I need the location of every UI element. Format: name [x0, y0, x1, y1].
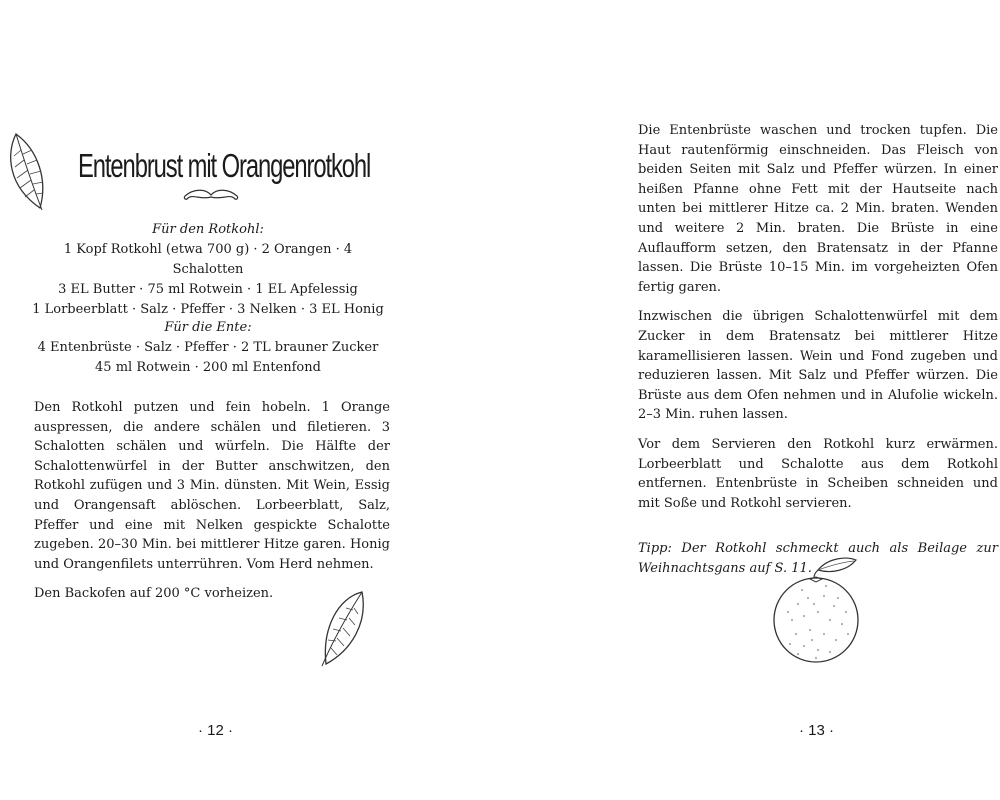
instruction-paragraph: Inzwischen die übrigen Schalottenwürfel mit dem Zucker in dem Bratensatz bei mittlerer Hitze karamellisieren lassen. Wein und Fond zugeben und reduzieren lassen. Mit Salz und Pfeffer würzen. Die Brüste aus dem Ofen nehmen und in Alufolie wickeln. 2–3 Min. ruhen lassen. — [638, 309, 998, 423]
leaf-icon — [318, 588, 370, 668]
ingredient-line: 3 EL Butter · 75 ml Rotwein · 1 EL Apfelessig — [58, 282, 358, 297]
ingredient-line: 1 Lorbeerblatt · Salz · Pfeffer · 3 Nelken · 3 EL Honig — [32, 302, 384, 317]
ingredients-heading: Für die Ente: — [164, 320, 252, 335]
ingredient-line: 45 ml Rotwein · 200 ml Entenfond — [95, 360, 321, 375]
ingredient-line: 4 Entenbrüste · Salz · Pfeffer · 2 TL brauner Zucker — [37, 340, 379, 355]
right-page — [500, 0, 1000, 800]
instruction-paragraph: Vor dem Servieren den Rotkohl kurz erwärmen. Lorbeerblatt und Schalotte aus dem Rotkohl entfernen. Entenbrüste in Scheiben schneiden und mit Soße und Rotkohl servieren. — [638, 436, 998, 511]
orange-icon — [768, 554, 868, 666]
ingredients-ente — [28, 318, 388, 378]
ingredient-line: 1 Kopf Rotkohl (etwa 700 g) · 2 Orangen · 4 Schalotten — [63, 242, 353, 277]
instructions-right — [638, 121, 998, 588]
page-number: · 13 · — [799, 722, 835, 739]
instruction-paragraph: Den Rotkohl putzen und fein hobeln. 1 Orange auspressen, die andere schälen und filetieren. 3 Schalotten schälen und würfeln. Die Hälfte der Schalottenwürfel in der Butter anschwitzen, den Rotkohl zufügen und 3 Min. dünsten. Mit Wein, Essig und Orangensaft ablöschen. Lorbeerblatt, Salz, Pfeffer und eine mit Nelken gespickte Schalotte zugeben. 20–30 Min. bei mittlerer Hitze garen. Honig und Orangenfilets unterrühren. Vom Herd nehmen. — [34, 400, 390, 572]
instructions-left — [34, 398, 390, 614]
instruction-paragraph: Den Backofen auf 200 °C vorheizen. — [34, 586, 274, 602]
instruction-paragraph: Die Entenbrüste waschen und trocken tupfen. Die Haut rautenförmig einschneiden. Das Fleisch von beiden Seiten mit Salz und Pfeffer würzen. In einer heißen Pfanne ohne Fett mit der Hautseite nach unten bei mittlerer Hitze ca. 2 Min. braten. Wenden und weitere 2 Min. braten. Die Brüste in eine Auflaufform setzen, den Bratensatz in der Pfanne lassen. Die Brüste 10–15 Min. im vorgeheizten Ofen fertig garen. — [638, 123, 998, 295]
leaf-icon — [4, 130, 50, 212]
tip-text: Tipp: Der Rotkohl schmeckt auch als Beilage zur Weihnachtsgans auf S. 11. — [638, 541, 998, 576]
ingredients-heading: Für den Rotkohl: — [152, 222, 264, 237]
recipe-title: Entenbrust mit Orangenrotkohl — [78, 147, 371, 185]
page-number: · 12 · — [198, 722, 234, 739]
mustache-ornament-icon — [181, 186, 241, 208]
ingredients-rotkohl — [28, 220, 388, 320]
